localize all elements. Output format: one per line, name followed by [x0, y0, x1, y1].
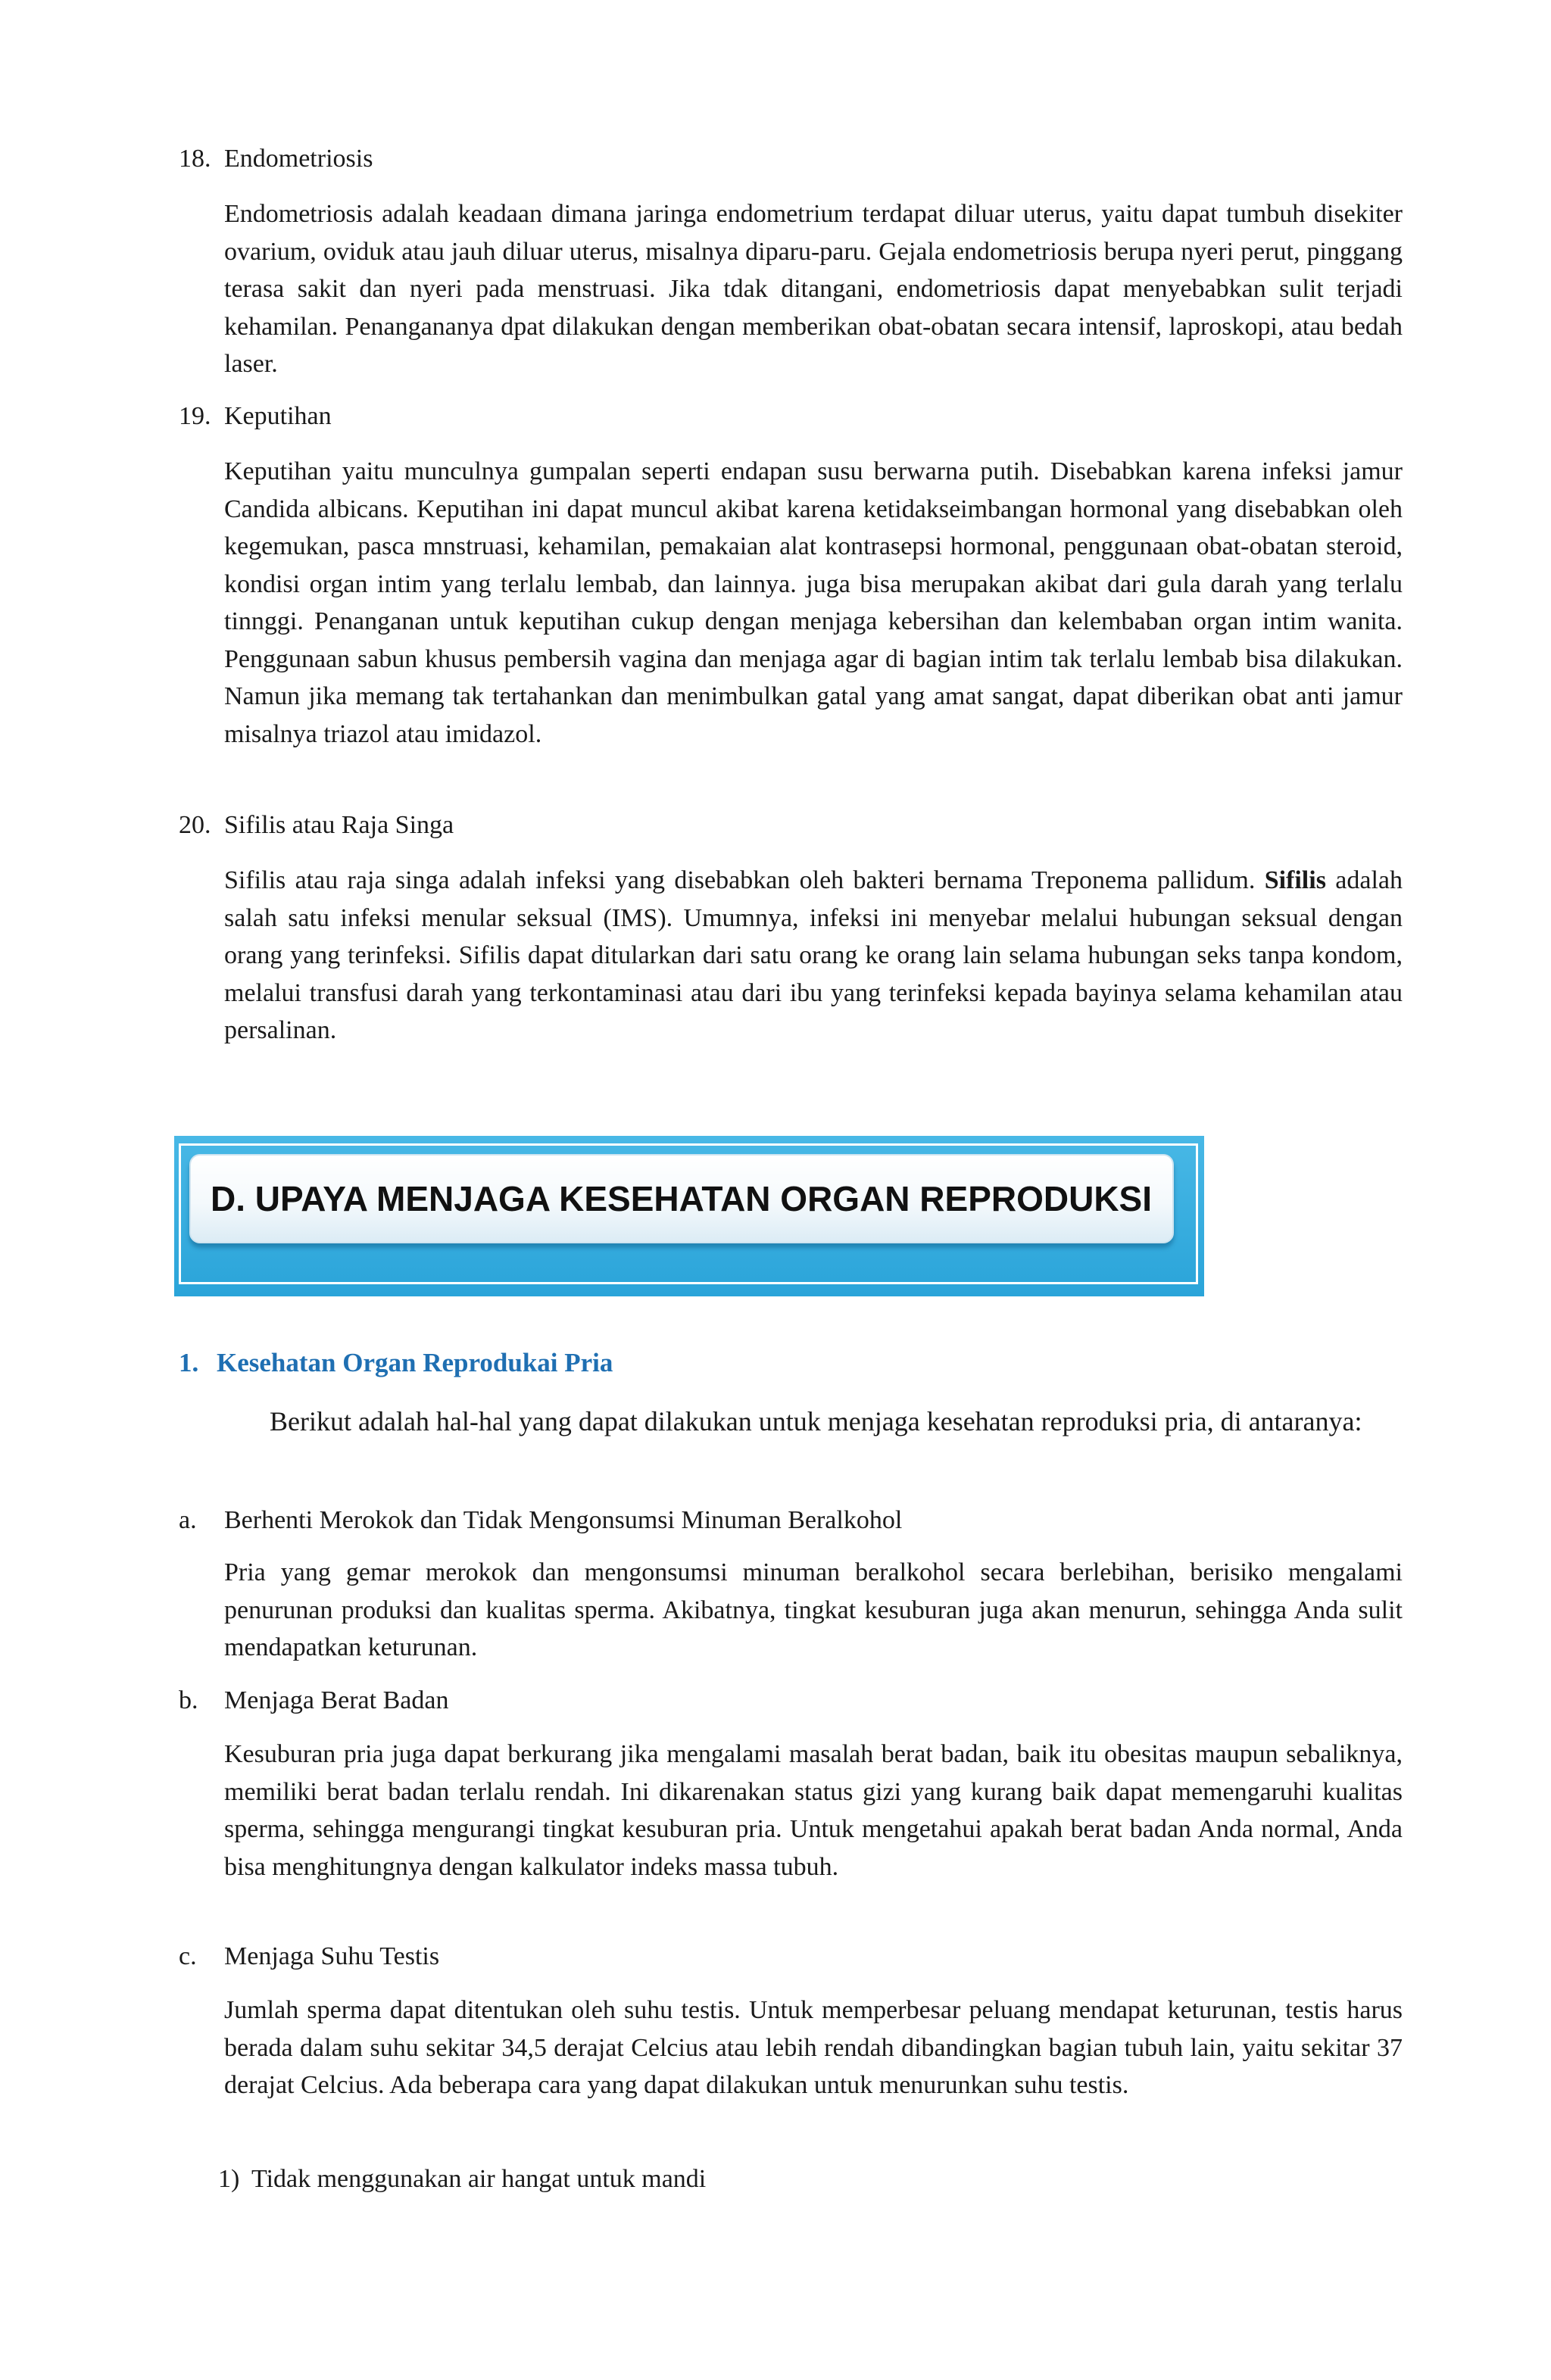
item-title-sifilis — [179, 809, 454, 842]
item-body-sifilis — [224, 862, 1403, 1050]
sifilis-bold-term: Sifilis — [1264, 866, 1326, 894]
subsection-heading — [179, 1345, 613, 1381]
item-number: 20. — [179, 811, 211, 839]
subitem-title: Berhenti Merokok dan Tidak Mengonsumsi Minuman Beralkohol — [224, 1506, 903, 1534]
subsection-title: Kesehatan Organ Reprodukai Pria — [217, 1348, 613, 1377]
item-title-keputihan — [179, 400, 332, 433]
subitem-letter: b. — [179, 1686, 198, 1714]
subitem-body-berat-badan: Kesuburan pria juga dapat berkurang jika mengalami masalah berat badan, baik itu obesitas maupun sebaliknya, memiliki berat badan terlalu rendah. Ini dikarenakan status gizi yang kurang baik dapat memengaruhi kualitas sperma, sehingga mengurangi tingkat kesuburan pria. Untuk mengetahui apakah berat badan Anda normal, Anda bisa menghitungnya dengan kalkulator indeks massa tubuh. — [224, 1740, 1403, 1881]
subitem-title: Menjaga Berat Badan — [224, 1686, 449, 1714]
numbered-item-number: 1) — [218, 2165, 240, 2193]
subsection-number: 1. — [179, 1348, 199, 1377]
item-title: Endometriosis — [224, 145, 373, 173]
subitem-title: Menjaga Suhu Testis — [224, 1942, 440, 1970]
subitem-title-berat-badan — [179, 1684, 448, 1717]
subitem-body-merokok: Pria yang gemar merokok dan mengonsumsi minuman beralkohol secara berlebihan, berisiko mengalami penurunan produksi dan kualitas sperma. Akibatnya, tingkat kesuburan juga akan menurun, sehingga Anda sulit mendapatkan keturunan. — [224, 1558, 1403, 1661]
section-banner-title: D. UPAYA MENJAGA KESEHATAN ORGAN REPRODUKSI — [211, 1179, 1153, 1218]
item-title: Keputihan — [224, 402, 332, 430]
item-number: 18. — [179, 145, 211, 173]
subitem-title-suhu-testis — [179, 1940, 439, 1973]
sifilis-body-rest: adalah salah satu infeksi menular seksual (IMS). Umumnya, infeksi ini menyebar melalui hubungan seksual dengan orang yang terinfeksi. Sifilis dapat ditularkan dari satu orang ke orang lain selama hubungan seks tanpa kondom, melalui transfusi darah yang terkontaminasi atau dari ibu yang terinfeksi kepada bayinya selama kehamilan atau persalinan. — [224, 866, 1403, 1044]
subitem-title-merokok — [179, 1504, 902, 1537]
item-body-keputihan: Keputihan yaitu munculnya gumpalan seperti endapan susu berwarna putih. Disebabkan karena infeksi jamur Candida albicans. Keputihan ini dapat muncul akibat karena ketidakseimbangan hormonal yang disebabkan oleh kegemukan, pasca mnstruasi, kehamilan, pemakaian alat kontrasepsi hormonal, penggunaan obat-obatan steroid, kondisi organ intim yang terlalu lembab, dan lainnya. juga bisa merupakan akibat dari gula darah yang terlalu tinnggi. Penanganan untuk keputihan cukup dengan menjaga kebersihan dan kelembaban organ intim wanita. Penggunaan sabun khusus pembersih vagina dan menjaga agar di bagian intim tak terlalu lembab bisa dilakukan. Namun jika memang tak tertahankan dan menimbulkan gatal yang amat sangat, dapat diberikan obat anti jamur misalnya triazol atau imidazol. — [224, 457, 1403, 748]
item-number: 19. — [179, 402, 211, 430]
item-body-endometriosis: Endometriosis adalah keadaan dimana jaringa endometrium terdapat diluar uterus, yaitu dapat tumbuh disekiter ovarium, oviduk atau jauh diluar uterus, misalnya diparu-paru. Gejala endometriosis berupa nyeri perut, pinggang terasa sakit dan nyeri pada menstruasi. Jika tdak ditangani, endometriosis dapat menyebabkan sulit terjadi kehamilan. Penangananya dpat dilakukan dengan memberikan obat-obatan secara intensif, laproskopi, atau bedah laser. — [224, 200, 1403, 378]
subitem-body-suhu-testis: Jumlah sperma dapat ditentukan oleh suhu testis. Untuk memperbesar peluang mendapat keturunan, testis harus berada dalam suhu sekitar 34,5 derajat Celcius atau lebih rendah dibandingkan bagian tubuh lain, yaitu sekitar 37 derajat Celcius. Ada beberapa cara yang dapat dilakukan untuk menurunkan suhu testis. — [224, 1996, 1403, 2099]
numbered-item — [218, 2163, 706, 2196]
sifilis-body-line1: Sifilis atau raja singa adalah infeksi yang disebabkan oleh bakteri bernama Treponema pallidum. — [224, 866, 1256, 894]
subsection-intro-text: Berikut adalah hal-hal yang dapat dilakukan untuk menjaga kesehatan reproduksi pria, di antaranya: — [270, 1406, 1362, 1436]
subitem-letter: a. — [179, 1506, 197, 1534]
subitem-letter: c. — [179, 1942, 197, 1970]
numbered-item-text: Tidak menggunakan air hangat untuk mandi — [251, 2165, 707, 2193]
subsection-intro — [179, 1396, 1403, 1446]
item-title: Sifilis atau Raja Singa — [224, 811, 454, 839]
item-title-endometriosis — [179, 142, 373, 176]
